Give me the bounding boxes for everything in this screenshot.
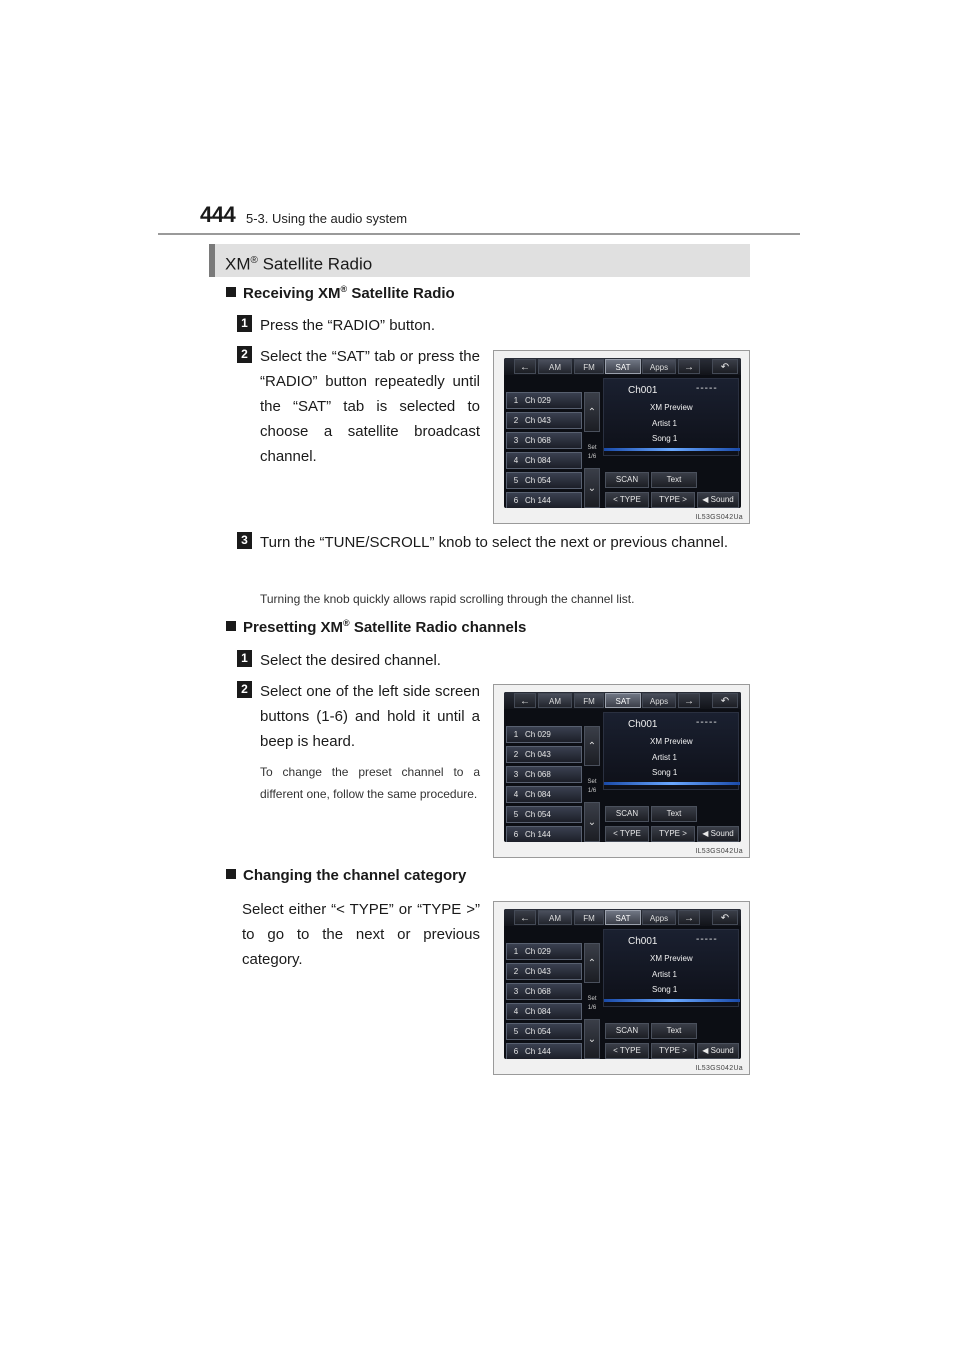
preset-number: 1: [513, 730, 519, 739]
speaker-icon: ◀: [702, 495, 709, 504]
return-icon[interactable]: ↶: [712, 693, 738, 708]
preset-button-3[interactable]: [506, 766, 582, 783]
registered-mark: ®: [343, 618, 350, 628]
preset-button-6[interactable]: [506, 826, 582, 842]
preset-label: Ch 084: [525, 790, 551, 799]
song-name: Song 1: [652, 768, 678, 777]
type-prev-button[interactable]: < TYPE: [605, 492, 649, 508]
set-label: Set: [587, 996, 597, 1002]
step-text: Turn the “TUNE/SCROLL” knob to select the next or previous channel.: [260, 534, 728, 551]
preset-button-4[interactable]: [506, 1003, 582, 1020]
preset-label: Ch 144: [525, 830, 551, 839]
section-title-rest: Satellite Radio: [257, 254, 373, 274]
preset-label: Ch 043: [525, 750, 551, 759]
artist-name: Artist 1: [652, 970, 677, 979]
channel-info: [603, 378, 739, 456]
chapter-title: 5-3. Using the audio system: [246, 211, 408, 226]
preset-button-5[interactable]: [506, 806, 582, 823]
channel-name: -----: [696, 934, 718, 945]
section-title-main: XM: [225, 254, 251, 274]
display-panel: [504, 909, 741, 1059]
preset-number: 4: [513, 790, 519, 799]
registered-mark: ®: [250, 255, 258, 266]
scan-button[interactable]: SCAN: [605, 1023, 649, 1039]
return-icon[interactable]: ↶: [712, 910, 738, 925]
preset-label: Ch 068: [525, 436, 551, 445]
presetting-heading-main: Presetting XM: [243, 619, 344, 636]
sound-label: Sound: [710, 829, 734, 838]
channel-name: -----: [696, 717, 718, 728]
tab-fm[interactable]: FM: [574, 910, 604, 925]
channel-info: [603, 929, 739, 1007]
receiving-heading-main: Receiving XM: [243, 285, 341, 302]
preset-button-4[interactable]: [506, 786, 582, 803]
top-bar: [504, 358, 741, 375]
scroll-up-icon[interactable]: ⌃: [584, 726, 600, 766]
preset-button-2[interactable]: [506, 746, 582, 763]
signal-bar: [604, 448, 740, 451]
type-next-button[interactable]: TYPE >: [651, 826, 695, 842]
preset-number: 2: [513, 750, 519, 759]
presetting-heading-rest: Satellite Radio channels: [349, 619, 527, 636]
step-text: Press the “RADIO” button.: [260, 317, 436, 334]
scroll-down-icon[interactable]: ⌄: [584, 802, 600, 842]
tab-fm[interactable]: FM: [574, 359, 604, 374]
category-heading-text: Changing the channel category: [243, 867, 467, 884]
preset-button-6[interactable]: [506, 1043, 582, 1059]
preset-number: 5: [513, 810, 519, 819]
preset-button-1[interactable]: [506, 726, 582, 743]
step-number: 1: [237, 650, 252, 667]
receiving-heading: [226, 284, 455, 302]
preset-number: 2: [513, 416, 519, 425]
left-arrow-icon[interactable]: ←: [514, 693, 536, 708]
preset-number: 5: [513, 1027, 519, 1036]
scroll-down-icon[interactable]: ⌄: [584, 1019, 600, 1059]
receiving-heading-rest: Satellite Radio: [347, 285, 455, 302]
scroll-down-icon[interactable]: ⌄: [584, 468, 600, 508]
channel-info: [603, 712, 739, 790]
text-button[interactable]: Text: [651, 1023, 697, 1039]
sound-button[interactable]: [697, 826, 739, 842]
display-panel: [504, 692, 741, 842]
preset-number: 4: [513, 456, 519, 465]
note-text: Turning the knob quickly allows rapid scrolling through the channel list.: [260, 592, 635, 606]
song-name: Song 1: [652, 434, 678, 443]
signal-bar: [604, 999, 740, 1002]
step-text: Select one of the left side screen buttons (1-6) and hold it until a beep is heard.: [260, 683, 480, 750]
preset-label: Ch 084: [525, 1007, 551, 1016]
preset-button-3[interactable]: [506, 983, 582, 1000]
song-name: Song 1: [652, 985, 678, 994]
preset-label: Ch 144: [525, 496, 551, 505]
preset-label: Ch 029: [525, 396, 551, 405]
sound-label: Sound: [710, 1046, 734, 1055]
radio-screen-illustration: [493, 684, 750, 858]
station-name: XM Preview: [650, 737, 693, 746]
preset-label: Ch 043: [525, 967, 551, 976]
tab-apps[interactable]: Apps: [642, 359, 676, 374]
preset-button-3[interactable]: [506, 432, 582, 449]
preset-number: 2: [513, 967, 519, 976]
right-arrow-icon[interactable]: →: [678, 910, 700, 925]
preset-number: 6: [513, 830, 519, 839]
text-button[interactable]: Text: [651, 472, 697, 488]
preset-number: 4: [513, 1007, 519, 1016]
channel-number: Ch001: [628, 719, 658, 730]
category-heading: [226, 867, 466, 884]
scan-button[interactable]: SCAN: [605, 806, 649, 822]
image-code: IL53GS042Ua: [695, 514, 743, 521]
preset-button-2[interactable]: [506, 412, 582, 429]
station-name: XM Preview: [650, 403, 693, 412]
set-label: Set: [587, 779, 597, 785]
preset-number: 1: [513, 947, 519, 956]
presetting-heading: [226, 618, 526, 636]
preset-label: Ch 084: [525, 456, 551, 465]
category-text: Select either “< TYPE” or “TYPE >” to go to the next or previous category.: [242, 901, 480, 968]
note-text: To change the preset channel to a different one, follow the same procedure.: [260, 765, 480, 801]
preset-number: 3: [513, 436, 519, 445]
set-page: 1/6: [587, 788, 597, 794]
preset-label: Ch 029: [525, 730, 551, 739]
registered-mark: ®: [340, 284, 348, 294]
bullet-square-icon: [226, 287, 236, 297]
step-number: 2: [237, 681, 252, 698]
set-page: 1/6: [587, 1005, 597, 1011]
preset-number: 3: [513, 987, 519, 996]
preset-button-1[interactable]: [506, 392, 582, 409]
preset-label: Ch 029: [525, 947, 551, 956]
type-next-button[interactable]: TYPE >: [651, 492, 695, 508]
sound-button[interactable]: [697, 1043, 739, 1059]
channel-name: -----: [696, 383, 718, 394]
preset-button-6[interactable]: [506, 492, 582, 508]
station-name: XM Preview: [650, 954, 693, 963]
preset-button-2[interactable]: [506, 963, 582, 980]
preset-number: 3: [513, 770, 519, 779]
preset-number: 5: [513, 476, 519, 485]
artist-name: Artist 1: [652, 753, 677, 762]
preset-button-4[interactable]: [506, 452, 582, 469]
tab-sat[interactable]: SAT: [605, 359, 641, 374]
type-next-button[interactable]: TYPE >: [651, 1043, 695, 1059]
scroll-up-icon[interactable]: ⌃: [584, 943, 600, 983]
speaker-icon: ◀: [702, 1046, 709, 1055]
step-number: 1: [237, 315, 252, 332]
header-rule: [158, 233, 800, 235]
preset-label: Ch 043: [525, 416, 551, 425]
preset-button-5[interactable]: [506, 1023, 582, 1040]
set-label: Set: [587, 445, 597, 451]
type-prev-button[interactable]: < TYPE: [605, 826, 649, 842]
preset-number: 1: [513, 396, 519, 405]
step-number: 2: [237, 346, 252, 363]
scan-button[interactable]: SCAN: [605, 472, 649, 488]
tab-am[interactable]: AM: [538, 359, 572, 374]
preset-label: Ch 054: [525, 810, 551, 819]
channel-number: Ch001: [628, 936, 658, 947]
preset-number: 6: [513, 496, 519, 505]
radio-screen-illustration: [493, 901, 750, 1075]
set-page: 1/6: [587, 454, 597, 460]
step-number: 3: [237, 532, 252, 549]
tab-fm[interactable]: FM: [574, 693, 604, 708]
preset-number: 6: [513, 1047, 519, 1056]
preset-label: Ch 054: [525, 476, 551, 485]
image-code: IL53GS042Ua: [695, 1065, 743, 1072]
step-text: Select the desired channel.: [260, 652, 441, 669]
right-arrow-icon[interactable]: →: [678, 693, 700, 708]
top-bar: [504, 909, 741, 926]
right-arrow-icon[interactable]: →: [678, 359, 700, 374]
step-text: Select the “SAT” tab or press the “RADIO” button repeatedly until the “SAT” tab is selected to choose a satellite broadcast channel.: [260, 348, 480, 465]
page-number: 444: [200, 202, 236, 227]
top-bar: [504, 692, 741, 709]
tab-sat[interactable]: SAT: [605, 910, 641, 925]
preset-label: Ch 068: [525, 770, 551, 779]
preset-label: Ch 068: [525, 987, 551, 996]
preset-button-1[interactable]: [506, 943, 582, 960]
tab-sat[interactable]: SAT: [605, 693, 641, 708]
image-code: IL53GS042Ua: [695, 848, 743, 855]
tab-apps[interactable]: Apps: [642, 693, 676, 708]
preset-label: Ch 144: [525, 1047, 551, 1056]
type-prev-button[interactable]: < TYPE: [605, 1043, 649, 1059]
bullet-square-icon: [226, 869, 236, 879]
left-arrow-icon[interactable]: ←: [514, 359, 536, 374]
display-panel: [504, 358, 741, 508]
speaker-icon: ◀: [702, 829, 709, 838]
preset-button-5[interactable]: [506, 472, 582, 489]
bullet-square-icon: [226, 621, 236, 631]
left-arrow-icon[interactable]: ←: [514, 910, 536, 925]
tab-am[interactable]: AM: [538, 910, 572, 925]
tab-am[interactable]: AM: [538, 693, 572, 708]
signal-bar: [604, 782, 740, 785]
scroll-up-icon[interactable]: ⌃: [584, 392, 600, 432]
text-button[interactable]: Text: [651, 806, 697, 822]
return-icon[interactable]: ↶: [712, 359, 738, 374]
sound-button[interactable]: [697, 492, 739, 508]
radio-screen-illustration: [493, 350, 750, 524]
preset-label: Ch 054: [525, 1027, 551, 1036]
section-title: [209, 244, 750, 277]
tab-apps[interactable]: Apps: [642, 910, 676, 925]
channel-number: Ch001: [628, 385, 658, 396]
sound-label: Sound: [710, 495, 734, 504]
artist-name: Artist 1: [652, 419, 677, 428]
